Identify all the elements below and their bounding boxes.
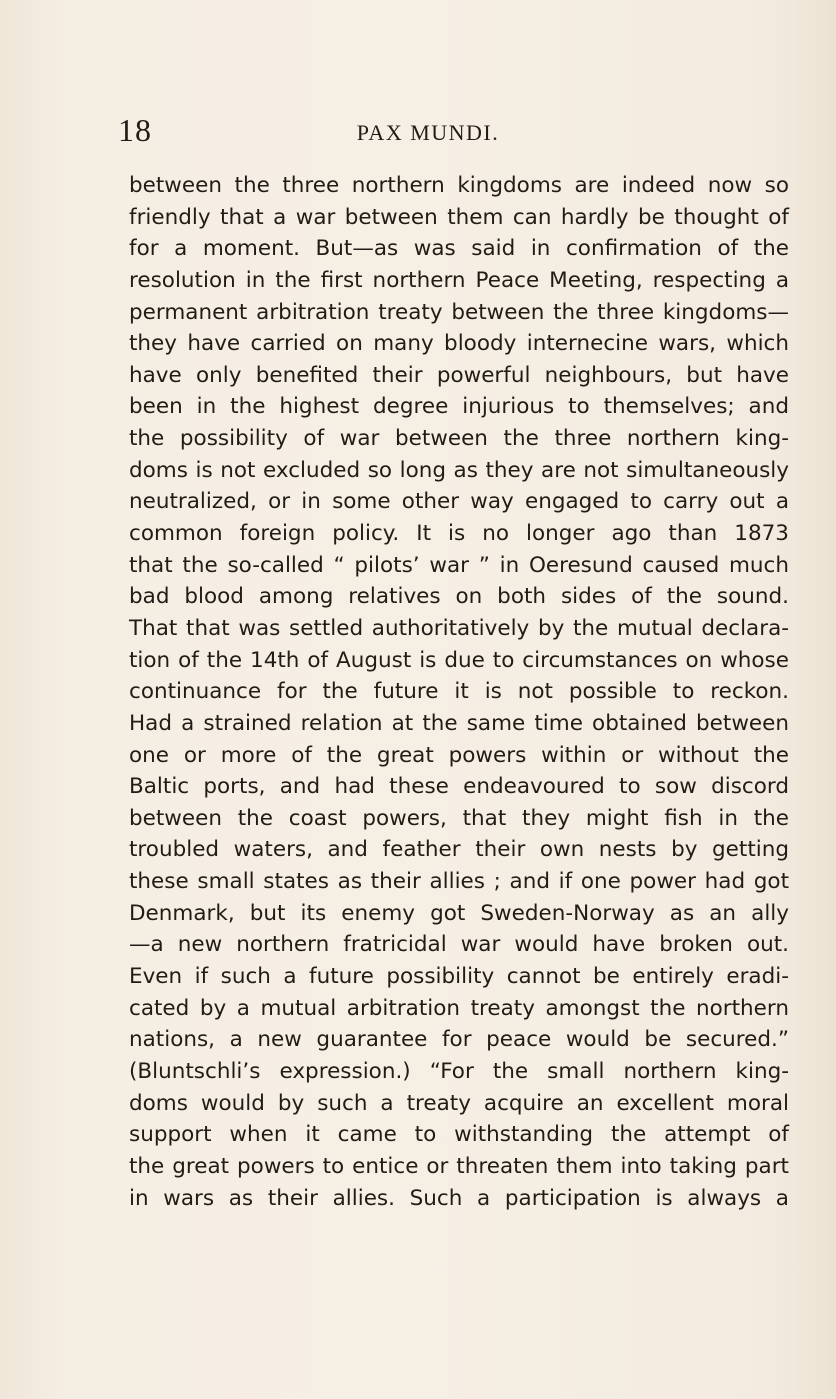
- text-line: that the so-called “ pilots’ war ” in Oeresund caused much: [129, 552, 789, 578]
- text-line: these small states as their allies ; and if one power had got: [129, 869, 789, 895]
- text-line: for a moment. But—as was said in confirmation of the: [129, 236, 789, 262]
- text-line: troubled waters, and feather their own nests by getting: [129, 837, 789, 863]
- page-number: 18: [118, 112, 152, 148]
- text-line: the great powers to entice or threaten them into taking part: [129, 1153, 789, 1179]
- text-line: Had a strained relation at the same time obtained between: [129, 710, 789, 736]
- text-line: tion of the 14th of August is due to circumstances on whose: [129, 647, 789, 673]
- text-line: That that was settled authoritatively by the mutual declara-: [129, 615, 789, 641]
- text-line: Baltic ports, and had these endeavoured to sow discord: [129, 774, 789, 800]
- text-line: they have carried on many bloody internecine wars, which: [129, 331, 789, 357]
- text-line: doms would by such a treaty acquire an excellent moral: [129, 1090, 789, 1116]
- text-line: —a new northern fratricidal war would have broken out.: [129, 932, 789, 958]
- text-line: doms is not excluded so long as they are not simultaneously: [129, 457, 789, 483]
- text-line: support when it came to withstanding the attempt of: [129, 1122, 789, 1148]
- text-line: Even if such a future possibility cannot be entirely eradi-: [129, 964, 789, 990]
- text-line: the possibility of war between the three northern king-: [129, 426, 789, 452]
- text-line: Denmark, but its enemy got Sweden-Norway as an ally: [129, 900, 789, 926]
- text-line: cated by a mutual arbitration treaty amongst the northern: [129, 995, 789, 1021]
- text-line: in wars as their allies. Such a participation is always a: [129, 1185, 789, 1211]
- text-line: common foreign policy. It is no longer ago than 1873: [129, 521, 789, 547]
- text-line: between the three northern kingdoms are indeed now so: [129, 173, 789, 198]
- text-line: resolution in the first northern Peace Meeting, respecting a: [129, 267, 789, 293]
- text-line: permanent arbitration treaty between the three kingdoms—: [129, 299, 789, 325]
- text-line: (Bluntschli’s expression.) “For the small northern king-: [129, 1058, 789, 1084]
- text-line: nations, a new guarantee for peace would be secured.”: [129, 1027, 789, 1053]
- text-line: neutralized, or in some other way engaged to carry out a: [129, 489, 789, 515]
- text-line: been in the highest degree injurious to themselves; and: [129, 394, 789, 420]
- body-text: [129, 170, 789, 1214]
- text-line: bad blood among relatives on both sides of the sound.: [129, 584, 789, 610]
- page-header: [0, 110, 836, 150]
- text-line: friendly that a war between them can hardly be thought of: [129, 204, 789, 230]
- text-line: between the coast powers, that they might fish in the: [129, 805, 789, 831]
- text-line: one or more of the great powers within or without the: [129, 742, 789, 768]
- text-line: have only benefited their powerful neighbours, but have: [129, 362, 789, 388]
- running-head: PAX MUNDI.: [356, 120, 500, 145]
- text-line: continuance for the future it is not possible to reckon.: [129, 679, 789, 705]
